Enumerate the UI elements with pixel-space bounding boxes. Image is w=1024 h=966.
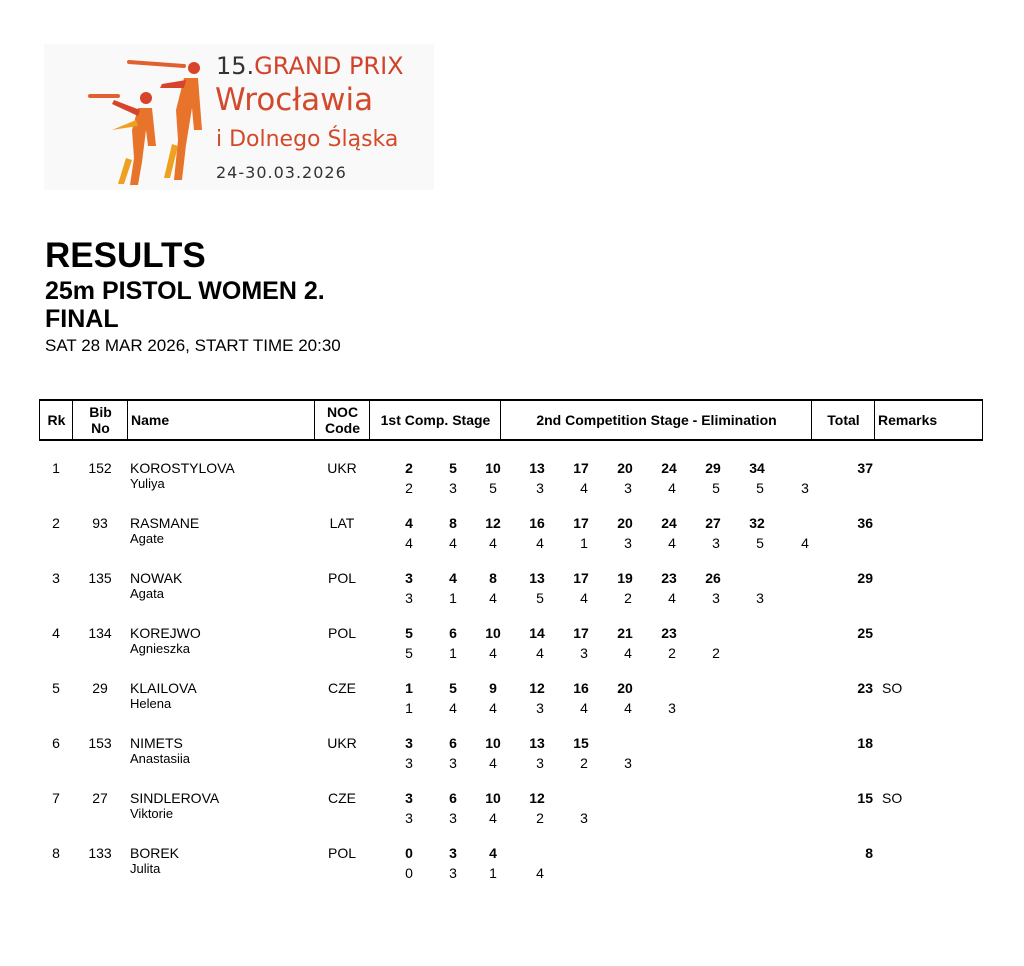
cumulative-score: 12	[529, 790, 545, 806]
series-score: 1	[449, 590, 457, 606]
athlete-last-name: NIMETS	[130, 735, 183, 751]
remarks-cell: SO	[882, 790, 903, 806]
athlete-last-name: KLAILOVA	[130, 680, 197, 696]
series-score: 4	[449, 700, 457, 716]
series-score: 3	[801, 480, 809, 496]
cumulative-score: 8	[489, 570, 497, 586]
cumulative-score: 12	[529, 680, 545, 696]
series-score: 5	[756, 535, 764, 551]
cumulative-score: 4	[405, 515, 413, 531]
bib-cell: 135	[88, 570, 112, 586]
series-score: 4	[801, 535, 809, 551]
cumulative-score: 16	[573, 680, 589, 696]
event-logo	[44, 44, 434, 190]
header-bib: Bib No	[72, 401, 128, 439]
cumulative-score: 20	[617, 515, 633, 531]
cumulative-score: 3	[405, 790, 413, 806]
bib-cell: 27	[92, 790, 108, 806]
series-score: 3	[536, 480, 544, 496]
table-row	[0, 450, 1024, 505]
athlete-last-name: NOWAK	[130, 570, 183, 586]
total-cell: 25	[857, 625, 873, 641]
header-remarks: Remarks	[874, 401, 983, 439]
series-score: 3	[449, 755, 457, 771]
remarks-cell: SO	[882, 680, 903, 696]
series-score: 3	[449, 865, 457, 881]
cumulative-score: 3	[449, 845, 457, 861]
cumulative-score: 23	[661, 625, 677, 641]
series-score: 4	[536, 535, 544, 551]
series-score: 5	[756, 480, 764, 496]
cumulative-score: 3	[405, 735, 413, 751]
cumulative-score: 13	[529, 735, 545, 751]
series-score: 4	[489, 645, 497, 661]
cumulative-score: 6	[449, 625, 457, 641]
header-name: Name	[127, 401, 315, 439]
total-cell: 36	[857, 515, 873, 531]
header-total: Total	[811, 401, 875, 439]
rank-cell: 2	[52, 515, 60, 531]
cumulative-score: 17	[573, 570, 589, 586]
cumulative-score: 17	[573, 515, 589, 531]
cumulative-score: 2	[405, 460, 413, 476]
series-score: 1	[489, 865, 497, 881]
cumulative-score: 16	[529, 515, 545, 531]
series-score: 4	[489, 590, 497, 606]
series-score: 0	[405, 865, 413, 881]
rank-cell: 5	[52, 680, 60, 696]
page-title: RESULTS	[45, 236, 206, 275]
cumulative-score: 13	[529, 460, 545, 476]
table-row	[0, 615, 1024, 670]
athlete-first-name: Julita	[130, 861, 161, 876]
rank-cell: 6	[52, 735, 60, 751]
total-cell: 15	[857, 790, 873, 806]
table-row	[0, 560, 1024, 615]
cumulative-score: 6	[449, 735, 457, 751]
cumulative-score: 10	[485, 735, 501, 751]
cumulative-score: 0	[405, 845, 413, 861]
bib-cell: 152	[88, 460, 112, 476]
athlete-last-name: KOREJWO	[130, 625, 201, 641]
bib-cell: 133	[88, 845, 112, 861]
total-cell: 37	[857, 460, 873, 476]
series-score: 3	[624, 755, 632, 771]
noc-cell: POL	[327, 845, 356, 861]
noc-cell: POL	[327, 570, 356, 586]
series-score: 2	[536, 810, 544, 826]
series-score: 2	[405, 480, 413, 496]
series-score: 4	[580, 590, 588, 606]
cumulative-score: 10	[485, 790, 501, 806]
athlete-first-name: Yuliya	[130, 476, 165, 491]
noc-cell: UKR	[327, 735, 357, 751]
cumulative-score: 10	[485, 460, 501, 476]
series-score: 3	[712, 590, 720, 606]
cumulative-score: 6	[449, 790, 457, 806]
rank-cell: 4	[52, 625, 60, 641]
bib-cell: 93	[92, 515, 108, 531]
cumulative-score: 1	[405, 680, 413, 696]
series-score: 3	[580, 645, 588, 661]
rank-cell: 8	[52, 845, 60, 861]
athlete-first-name: Agnieszka	[130, 641, 190, 656]
series-score: 4	[668, 480, 676, 496]
series-score: 3	[449, 810, 457, 826]
logo-city-text: Wrocławia	[215, 82, 374, 118]
series-score: 4	[489, 700, 497, 716]
series-score: 3	[580, 810, 588, 826]
series-score: 3	[668, 700, 676, 716]
cumulative-score: 5	[449, 460, 457, 476]
series-score: 4	[449, 535, 457, 551]
series-score: 3	[712, 535, 720, 551]
cumulative-score: 20	[617, 680, 633, 696]
header-rank: Rk	[39, 401, 73, 439]
cumulative-score: 20	[617, 460, 633, 476]
table-row	[0, 505, 1024, 560]
cumulative-score: 5	[449, 680, 457, 696]
series-score: 5	[712, 480, 720, 496]
series-score: 4	[580, 480, 588, 496]
series-score: 2	[668, 645, 676, 661]
series-score: 4	[405, 535, 413, 551]
cumulative-score: 4	[449, 570, 457, 586]
series-score: 4	[668, 535, 676, 551]
bib-cell: 29	[92, 680, 108, 696]
cumulative-score: 27	[705, 515, 721, 531]
total-cell: 18	[857, 735, 873, 751]
series-score: 3	[449, 480, 457, 496]
series-score: 3	[536, 700, 544, 716]
cumulative-score: 4	[489, 845, 497, 861]
cumulative-score: 10	[485, 625, 501, 641]
series-score: 2	[624, 590, 632, 606]
series-score: 5	[536, 590, 544, 606]
series-score: 3	[624, 535, 632, 551]
logo-region-text: i Dolnego Śląska	[216, 127, 399, 152]
series-score: 3	[624, 480, 632, 496]
noc-cell: POL	[327, 625, 356, 641]
cumulative-score: 17	[573, 625, 589, 641]
series-score: 5	[405, 645, 413, 661]
table-row	[0, 725, 1024, 780]
series-score: 4	[668, 590, 676, 606]
series-score: 4	[536, 645, 544, 661]
cumulative-score: 15	[573, 735, 589, 751]
series-score: 3	[536, 755, 544, 771]
total-cell: 23	[857, 680, 873, 696]
rank-cell: 7	[52, 790, 60, 806]
table-row	[0, 835, 1024, 890]
series-score: 1	[405, 700, 413, 716]
noc-cell: UKR	[327, 460, 357, 476]
logo-edition-text: 15.GRAND PRIX	[216, 52, 404, 80]
bib-cell: 134	[88, 625, 112, 641]
series-score: 4	[489, 755, 497, 771]
series-score: 3	[405, 590, 413, 606]
athlete-first-name: Helena	[130, 696, 172, 711]
series-score: 3	[405, 755, 413, 771]
series-score: 4	[489, 810, 497, 826]
athlete-first-name: Agate	[130, 531, 164, 546]
cumulative-score: 26	[705, 570, 721, 586]
rank-cell: 3	[52, 570, 60, 586]
series-score: 4	[536, 865, 544, 881]
athlete-last-name: SINDLEROVA	[130, 790, 220, 806]
table-row	[0, 670, 1024, 725]
total-cell: 8	[865, 845, 873, 861]
series-score: 1	[449, 645, 457, 661]
athlete-first-name: Anastasiia	[130, 751, 190, 766]
cumulative-score: 17	[573, 460, 589, 476]
noc-cell: CZE	[328, 790, 356, 806]
table-row	[0, 780, 1024, 835]
series-score: 4	[624, 700, 632, 716]
event-name: 25m PISTOL WOMEN 2.	[45, 277, 325, 305]
athlete-last-name: RASMANE	[130, 515, 200, 531]
athlete-first-name: Viktorie	[130, 806, 174, 821]
noc-cell: LAT	[329, 515, 355, 531]
date-line: SAT 28 MAR 2026, START TIME 20:30	[45, 336, 341, 355]
noc-cell: CZE	[328, 680, 356, 696]
cumulative-score: 12	[485, 515, 501, 531]
cumulative-score: 14	[529, 625, 545, 641]
cumulative-score: 34	[749, 460, 765, 476]
series-score: 3	[405, 810, 413, 826]
rank-cell: 1	[52, 460, 60, 476]
series-score: 2	[712, 645, 720, 661]
series-score: 3	[756, 590, 764, 606]
header-noc: NOC Code	[314, 401, 370, 439]
logo-dates: 24-30.03.2026	[216, 163, 347, 182]
series-score: 5	[489, 480, 497, 496]
cumulative-score: 24	[661, 515, 677, 531]
cumulative-score: 21	[617, 625, 633, 641]
cumulative-score: 3	[405, 570, 413, 586]
shooters-figure-icon	[66, 50, 206, 190]
athlete-last-name: KOROSTYLOVA	[130, 460, 235, 476]
series-score: 4	[489, 535, 497, 551]
series-score: 1	[580, 535, 588, 551]
cumulative-score: 32	[749, 515, 765, 531]
cumulative-score: 24	[661, 460, 677, 476]
cumulative-score: 9	[489, 680, 497, 696]
athlete-first-name: Agata	[130, 586, 164, 601]
cumulative-score: 19	[617, 570, 633, 586]
cumulative-score: 5	[405, 625, 413, 641]
bib-cell: 153	[88, 735, 112, 751]
cumulative-score: 13	[529, 570, 545, 586]
results-table-header	[39, 399, 983, 441]
cumulative-score: 29	[705, 460, 721, 476]
series-score: 4	[580, 700, 588, 716]
phase-name: FINAL	[45, 305, 119, 333]
cumulative-score: 8	[449, 515, 457, 531]
series-score: 4	[624, 645, 632, 661]
cumulative-score: 23	[661, 570, 677, 586]
header-stage1: 1st Comp. Stage	[369, 401, 501, 439]
series-score: 2	[580, 755, 588, 771]
header-stage2: 2nd Competition Stage - Elimination	[500, 401, 812, 439]
total-cell: 29	[857, 570, 873, 586]
athlete-last-name: BOREK	[130, 845, 180, 861]
